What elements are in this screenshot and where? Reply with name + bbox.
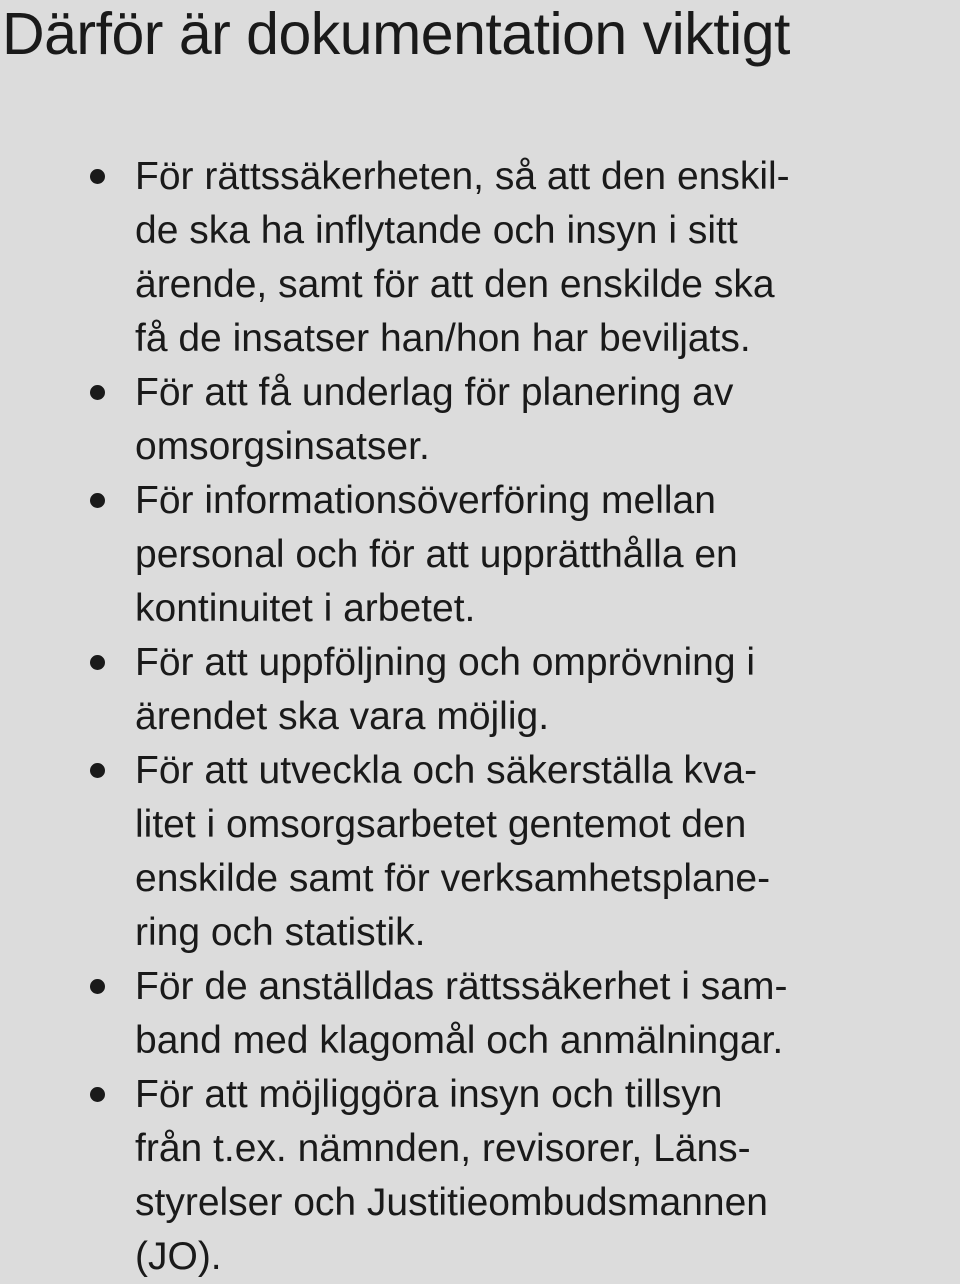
bullet-item <box>0 1068 875 1284</box>
bullet-text-line: ärende, samt för att den enskilde ska <box>135 263 775 306</box>
bullet-text-line: ring och statistik. <box>135 911 426 954</box>
bullet-dot-icon <box>90 169 105 184</box>
bullet-text-line: omsorgsinsatser. <box>135 425 430 468</box>
bullet-item <box>0 474 875 636</box>
bullet-dot-icon <box>90 655 105 670</box>
bullet-text-line: För att uppföljning och omprövning i <box>135 641 756 684</box>
bullet-text-line: För att möjliggöra insyn och tillsyn <box>135 1073 723 1116</box>
bullet-list <box>0 150 875 1284</box>
bullet-text-line: ärendet ska vara möjlig. <box>135 695 550 738</box>
bullet-text-line: band med klagomål och anmälningar. <box>135 1019 784 1062</box>
bullet-text-line: från t.ex. nämnden, revisorer, Läns- <box>135 1127 751 1170</box>
bullet-text-line: För rättssäkerheten, så att den enskil- <box>135 155 790 198</box>
bullet-dot-icon <box>90 493 105 508</box>
bullet-text-line: För de anställdas rättssäkerhet i sam- <box>135 965 788 1008</box>
bullet-text-line: För att få underlag för planering av <box>135 371 734 414</box>
page-title: Därför är dokumentation viktigt <box>2 1 790 67</box>
bullet-text-line: litet i omsorgsarbetet gentemot den <box>135 803 747 846</box>
bullet-text-line: de ska ha inflytande och insyn i sitt <box>135 209 738 252</box>
bullet-item <box>0 366 875 474</box>
bullet-text-line: För att utveckla och säkerställa kva- <box>135 749 758 792</box>
bullet-dot-icon <box>90 385 105 400</box>
bullet-dot-icon <box>90 763 105 778</box>
bullet-item <box>0 960 875 1068</box>
bullet-text-line: (JO). <box>135 1235 222 1278</box>
bullet-text-line: få de insatser han/hon har beviljats. <box>135 317 751 360</box>
bullet-item <box>0 150 875 366</box>
bullet-text-line: personal och för att upprätthålla en <box>135 533 738 576</box>
bullet-text-line: styrelser och Justitieombudsmannen <box>135 1181 768 1224</box>
bullet-dot-icon <box>90 979 105 994</box>
bullet-item <box>0 636 875 744</box>
bullet-dot-icon <box>90 1087 105 1102</box>
bullet-text-line: kontinuitet i arbetet. <box>135 587 476 630</box>
bullet-text-line: enskilde samt för verksamhetsplane- <box>135 857 771 900</box>
bullet-item <box>0 744 875 960</box>
bullet-text-line: För informationsöverföring mellan <box>135 479 716 522</box>
